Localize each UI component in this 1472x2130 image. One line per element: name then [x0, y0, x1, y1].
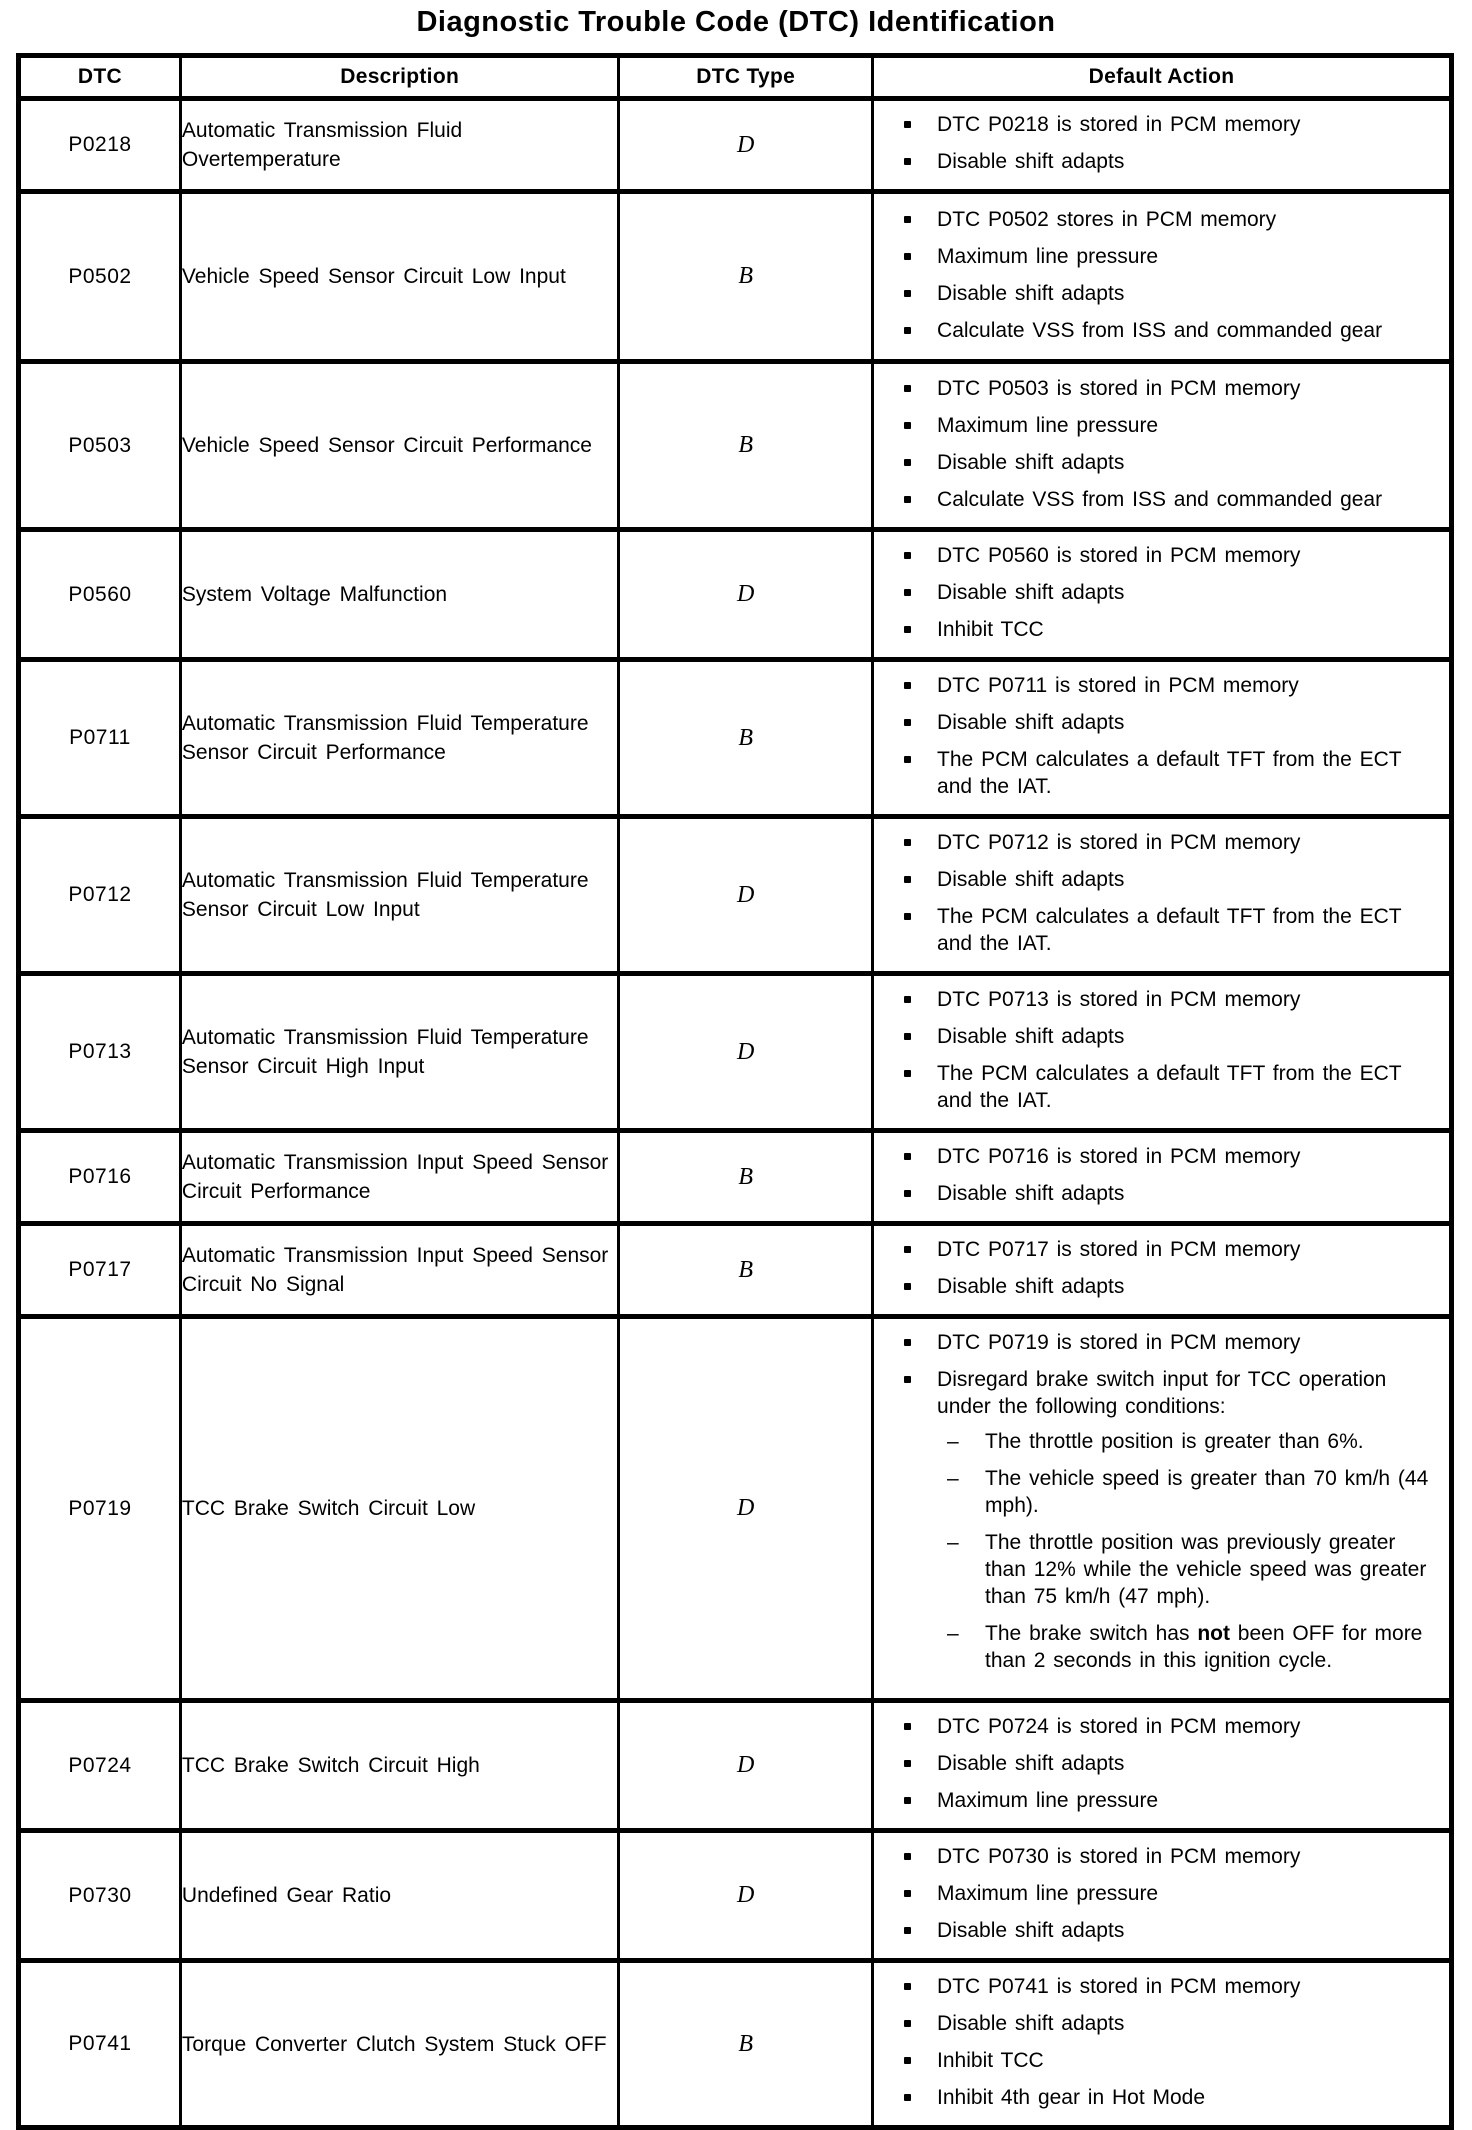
- action-item: [904, 449, 1441, 476]
- default-action-cell: [873, 362, 1452, 530]
- action-item: [904, 1366, 1441, 1684]
- table-row: [19, 1831, 1452, 1961]
- table-row: [19, 1131, 1452, 1224]
- action-sub-list: [937, 1428, 1441, 1674]
- description-cell: Automatic Transmission Input Speed Sensor Circuit No Signal: [180, 1224, 618, 1317]
- bullet-icon: [904, 422, 911, 429]
- table-row: [19, 974, 1452, 1131]
- dtc-type-cell: B: [619, 192, 873, 362]
- dtc-type-cell: D: [619, 1317, 873, 1701]
- table-row: [19, 1701, 1452, 1831]
- bullet-icon: [904, 1723, 911, 1730]
- action-item: [904, 1787, 1441, 1814]
- dtc-code-cell: P0712: [19, 817, 181, 974]
- column-header-dtc: DTC: [19, 56, 181, 99]
- dtc-type-cell: B: [619, 1224, 873, 1317]
- subitem-text: The vehicle speed is greater than 70 km/h (44 mph).: [985, 1467, 1429, 1517]
- action-text: Disable shift adapts: [937, 2012, 1125, 2035]
- action-text: Disable shift adapts: [937, 281, 1125, 305]
- bullet-icon: [904, 719, 911, 726]
- default-action-cell: [873, 99, 1452, 192]
- dtc-code-cell: P0713: [19, 974, 181, 1131]
- action-text: Maximum line pressure: [937, 1789, 1159, 1812]
- bullet-icon: [904, 290, 911, 297]
- action-text: DTC P0712 is stored in PCM memory: [937, 831, 1301, 854]
- action-text: Maximum line pressure: [937, 1882, 1159, 1905]
- action-text: DTC P0560 is stored in PCM memory: [937, 544, 1301, 567]
- action-item: [904, 1023, 1441, 1050]
- bullet-icon: [904, 682, 911, 689]
- default-action-list: [874, 532, 1449, 657]
- description-cell: Automatic Transmission Fluid Temperature Sensor Circuit Low Input: [180, 817, 618, 974]
- action-text: DTC P0716 is stored in PCM memory: [937, 1145, 1301, 1168]
- bullet-icon: [904, 385, 911, 392]
- description-cell: System Voltage Malfunction: [180, 530, 618, 660]
- dtc-type-cell: B: [619, 362, 873, 530]
- bullet-icon: [904, 121, 911, 128]
- dtc-code-cell: P0560: [19, 530, 181, 660]
- bullet-icon: [904, 2094, 911, 2101]
- table-row: [19, 530, 1452, 660]
- action-text: Disable shift adapts: [937, 711, 1125, 734]
- description-cell: TCC Brake Switch Circuit Low: [180, 1317, 618, 1701]
- action-text: DTC P0502 stores in PCM memory: [937, 207, 1277, 231]
- dash-icon: –: [947, 1430, 959, 1453]
- action-text: DTC P0730 is stored in PCM memory: [937, 1845, 1301, 1868]
- dash-icon: –: [947, 1531, 959, 1554]
- action-text: Disable shift adapts: [937, 1919, 1125, 1942]
- default-action-list: [874, 1133, 1449, 1221]
- action-subitem: [947, 1620, 1441, 1674]
- action-text: DTC P0218 is stored in PCM memory: [937, 113, 1301, 136]
- default-action-list: [874, 1703, 1449, 1828]
- table-header: [19, 56, 1452, 99]
- bullet-icon: [904, 253, 911, 260]
- column-header-description: Description: [180, 56, 618, 99]
- action-item: [904, 148, 1441, 175]
- default-action-list: [874, 196, 1449, 358]
- action-item: [904, 1917, 1441, 1944]
- action-item: [904, 280, 1441, 307]
- dtc-code-cell: P0502: [19, 192, 181, 362]
- bullet-icon: [904, 1283, 911, 1290]
- action-item: [904, 1273, 1441, 1300]
- bullet-icon: [904, 996, 911, 1003]
- dtc-type-cell: D: [619, 1701, 873, 1831]
- bullet-icon: [904, 1190, 911, 1197]
- action-item: [904, 1329, 1441, 1356]
- bullet-icon: [904, 1927, 911, 1934]
- bullet-icon: [904, 2057, 911, 2064]
- dtc-type-cell: B: [619, 1961, 873, 2128]
- dtc-code-cell: P0719: [19, 1317, 181, 1701]
- subitem-text: The brake switch has not been OFF for more than 2 seconds in this ignition cycle.: [985, 1622, 1423, 1672]
- action-item: [904, 616, 1441, 643]
- default-action-list: [874, 1226, 1449, 1314]
- dtc-code-cell: P0218: [19, 99, 181, 192]
- description-cell: TCC Brake Switch Circuit High: [180, 1701, 618, 1831]
- dtc-code-cell: P0741: [19, 1961, 181, 2128]
- description-cell: Undefined Gear Ratio: [180, 1831, 618, 1961]
- action-item: [904, 579, 1441, 606]
- action-item: [904, 672, 1441, 699]
- action-text: DTC P0717 is stored in PCM memory: [937, 1238, 1301, 1261]
- action-item: [904, 2047, 1441, 2074]
- table-row: [19, 1224, 1452, 1317]
- description-cell: Torque Converter Clutch System Stuck OFF: [180, 1961, 618, 2128]
- action-item: [904, 1750, 1441, 1777]
- description-cell: Automatic Transmission Fluid Temperature Sensor Circuit High Input: [180, 974, 618, 1131]
- action-text: The PCM calculates a default TFT from the ECT and the IAT.: [937, 748, 1402, 798]
- action-subitem: [947, 1465, 1441, 1519]
- bullet-icon: [904, 756, 911, 763]
- action-item: [904, 709, 1441, 736]
- action-text: DTC P0719 is stored in PCM memory: [937, 1331, 1301, 1354]
- table-row: [19, 1961, 1452, 2128]
- action-item: [904, 243, 1441, 270]
- bullet-icon: [904, 1853, 911, 1860]
- bullet-icon: [904, 158, 911, 165]
- dtc-code-cell: P0717: [19, 1224, 181, 1317]
- default-action-cell: [873, 660, 1452, 817]
- default-action-cell: [873, 192, 1452, 362]
- action-text: Disable shift adapts: [937, 1025, 1125, 1048]
- action-item: [904, 1880, 1441, 1907]
- default-action-cell: [873, 817, 1452, 974]
- bullet-icon: [904, 216, 911, 223]
- bullet-icon: [904, 626, 911, 633]
- table-row: [19, 660, 1452, 817]
- default-action-cell: [873, 1961, 1452, 2128]
- action-text: Disable shift adapts: [937, 1182, 1125, 1205]
- dtc-table: [16, 53, 1454, 2130]
- default-action-cell: [873, 1701, 1452, 1831]
- bullet-icon: [904, 2020, 911, 2027]
- default-action-cell: [873, 530, 1452, 660]
- default-action-list: [874, 976, 1449, 1128]
- action-text: Disable shift adapts: [937, 1275, 1125, 1298]
- action-text: Disable shift adapts: [937, 450, 1125, 474]
- table-header-row: [19, 56, 1452, 99]
- column-header-default-action: Default Action: [873, 56, 1452, 99]
- action-item: [904, 317, 1441, 344]
- action-item: [904, 986, 1441, 1013]
- bullet-icon: [904, 1760, 911, 1767]
- action-item: [904, 1060, 1441, 1114]
- column-header-dtc-type: DTC Type: [619, 56, 873, 99]
- action-item: [904, 2010, 1441, 2037]
- page-title: Diagnostic Trouble Code (DTC) Identification: [416, 6, 1056, 38]
- action-text: Disregard brake switch input for TCC operation under the following conditions:: [937, 1368, 1387, 1418]
- default-action-list: [874, 1319, 1449, 1698]
- dtc-type-cell: B: [619, 660, 873, 817]
- action-text: DTC P0713 is stored in PCM memory: [937, 988, 1301, 1011]
- action-item: [904, 542, 1441, 569]
- table-row: [19, 99, 1452, 192]
- table-row: [19, 362, 1452, 530]
- action-item: [904, 746, 1441, 800]
- action-item: [904, 206, 1441, 233]
- action-item: [904, 866, 1441, 893]
- dtc-code-cell: P0711: [19, 660, 181, 817]
- bullet-icon: [904, 1070, 911, 1077]
- bullet-icon: [904, 913, 911, 920]
- action-text: Disable shift adapts: [937, 1752, 1125, 1775]
- action-text: Inhibit TCC: [937, 2049, 1044, 2072]
- action-text: Maximum line pressure: [937, 413, 1159, 437]
- description-cell: Vehicle Speed Sensor Circuit Low Input: [180, 192, 618, 362]
- dtc-type-cell: D: [619, 99, 873, 192]
- default-action-list: [874, 1833, 1449, 1958]
- action-item: [904, 1236, 1441, 1263]
- dtc-type-cell: D: [619, 530, 873, 660]
- table-row: [19, 1317, 1452, 1701]
- default-action-cell: [873, 1831, 1452, 1961]
- bullet-icon: [904, 1890, 911, 1897]
- action-item: [904, 903, 1441, 957]
- bullet-icon: [904, 1797, 911, 1804]
- description-cell: Vehicle Speed Sensor Circuit Performance: [180, 362, 618, 530]
- dtc-type-cell: D: [619, 974, 873, 1131]
- action-text: Inhibit TCC: [937, 618, 1044, 641]
- description-cell: Automatic Transmission Input Speed Sensor Circuit Performance: [180, 1131, 618, 1224]
- dtc-type-cell: D: [619, 1831, 873, 1961]
- action-subitem: [947, 1428, 1441, 1455]
- action-text: The PCM calculates a default TFT from the ECT and the IAT.: [937, 1062, 1402, 1112]
- action-item: [904, 111, 1441, 138]
- action-item: [904, 1143, 1441, 1170]
- action-item: [904, 1843, 1441, 1870]
- action-subitem: [947, 1529, 1441, 1610]
- bullet-icon: [904, 1376, 911, 1383]
- action-item: [904, 375, 1441, 402]
- action-text: Calculate VSS from ISS and commanded gear: [937, 318, 1383, 342]
- bullet-icon: [904, 876, 911, 883]
- dash-icon: –: [947, 1622, 959, 1645]
- default-action-list: [874, 662, 1449, 814]
- default-action-cell: [873, 1317, 1452, 1701]
- default-action-list: [874, 1963, 1449, 2125]
- dtc-code-cell: P0503: [19, 362, 181, 530]
- action-text: Disable shift adapts: [937, 868, 1125, 891]
- action-text: DTC P0711 is stored in PCM memory: [937, 674, 1299, 697]
- action-item: [904, 486, 1441, 513]
- description-cell: Automatic Transmission Fluid Overtemperature: [180, 99, 618, 192]
- action-text: Calculate VSS from ISS and commanded gear: [937, 487, 1383, 511]
- dtc-code-cell: P0724: [19, 1701, 181, 1831]
- action-text: DTC P0724 is stored in PCM memory: [937, 1715, 1301, 1738]
- default-action-cell: [873, 974, 1452, 1131]
- bullet-icon: [904, 839, 911, 846]
- bullet-icon: [904, 1246, 911, 1253]
- action-item: [904, 2084, 1441, 2111]
- bullet-icon: [904, 496, 911, 503]
- action-text: Disable shift adapts: [937, 150, 1125, 173]
- action-item: [904, 412, 1441, 439]
- action-text: The PCM calculates a default TFT from the ECT and the IAT.: [937, 905, 1402, 955]
- action-text: DTC P0503 is stored in PCM memory: [937, 376, 1301, 400]
- description-cell: Automatic Transmission Fluid Temperature Sensor Circuit Performance: [180, 660, 618, 817]
- default-action-cell: [873, 1131, 1452, 1224]
- dtc-code-cell: P0730: [19, 1831, 181, 1961]
- action-item: [904, 829, 1441, 856]
- action-text: Maximum line pressure: [937, 244, 1159, 268]
- action-text: DTC P0741 is stored in PCM memory: [937, 1975, 1301, 1998]
- default-action-list: [874, 101, 1449, 189]
- table-row: [19, 192, 1452, 362]
- bullet-icon: [904, 1339, 911, 1346]
- bullet-icon: [904, 459, 911, 466]
- dtc-code-cell: P0716: [19, 1131, 181, 1224]
- subitem-text: The throttle position is greater than 6%.: [985, 1430, 1364, 1453]
- bullet-icon: [904, 589, 911, 596]
- action-text: Inhibit 4th gear in Hot Mode: [937, 2086, 1206, 2109]
- bullet-icon: [904, 1983, 911, 1990]
- bullet-icon: [904, 1033, 911, 1040]
- default-action-list: [874, 365, 1449, 527]
- table-body: [19, 99, 1452, 2128]
- dtc-type-cell: B: [619, 1131, 873, 1224]
- action-item: [904, 1180, 1441, 1207]
- action-text: Disable shift adapts: [937, 581, 1125, 604]
- action-item: [904, 1713, 1441, 1740]
- table-row: [19, 817, 1452, 974]
- default-action-cell: [873, 1224, 1452, 1317]
- action-item: [904, 1973, 1441, 2000]
- dash-icon: –: [947, 1467, 959, 1490]
- bullet-icon: [904, 552, 911, 559]
- bullet-icon: [904, 327, 911, 334]
- default-action-list: [874, 819, 1449, 971]
- bullet-icon: [904, 1153, 911, 1160]
- subitem-text: The throttle position was previously greater than 12% while the vehicle speed was greater than 75 km/h (47 mph).: [985, 1531, 1427, 1608]
- dtc-type-cell: D: [619, 817, 873, 974]
